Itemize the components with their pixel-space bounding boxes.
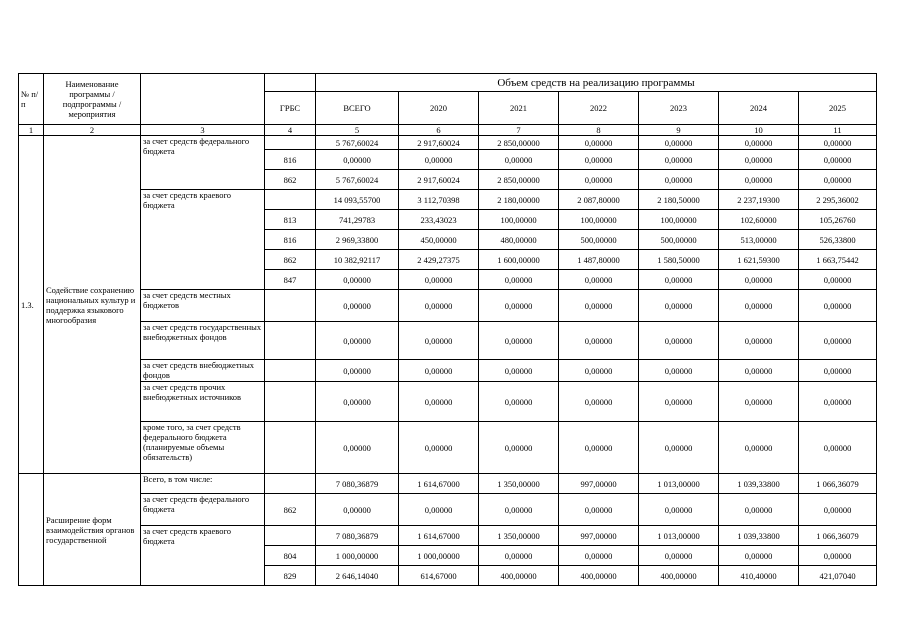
amount-cell: 10 382,92117 (316, 250, 399, 270)
amount-cell: 0,00000 (719, 322, 799, 360)
grbs-code: 862 (265, 170, 316, 190)
index-cell: 6 (399, 125, 479, 136)
amount-cell: 0,00000 (639, 170, 719, 190)
table-row (19, 526, 877, 546)
funding-source: за счет средств внебюджетных фондов (141, 360, 265, 382)
row-number: 1.3. (19, 136, 44, 474)
amount-cell: 0,00000 (316, 382, 399, 422)
amount-cell: 1 039,33800 (719, 474, 799, 494)
amount-cell: 14 093,55700 (316, 190, 399, 210)
program-name: Содействие сохранению национальных культур и поддержка языкового многообразия (44, 136, 141, 474)
amount-cell: 0,00000 (719, 170, 799, 190)
amount-cell: 7 080,36879 (316, 526, 399, 546)
index-cell: 11 (799, 125, 877, 136)
amount-cell: 2 917,60024 (399, 170, 479, 190)
amount-cell: 0,00000 (399, 150, 479, 170)
funding-source: за счет средств прочих внебюджетных источников (141, 382, 265, 422)
amount-cell: 100,00000 (559, 210, 639, 230)
amount-cell: 614,67000 (399, 566, 479, 586)
row-number (19, 474, 44, 586)
amount-cell: 0,00000 (799, 546, 877, 566)
amount-cell: 450,00000 (399, 230, 479, 250)
amount-cell: 1 350,00000 (479, 526, 559, 546)
amount-cell: 1 621,59300 (719, 250, 799, 270)
table-row (19, 474, 877, 494)
grbs-code (265, 190, 316, 210)
amount-cell: 0,00000 (639, 290, 719, 322)
amount-cell: 7 080,36879 (316, 474, 399, 494)
amount-cell: 0,00000 (399, 494, 479, 526)
amount-cell: 0,00000 (316, 322, 399, 360)
header-volume: Объем средств на реализацию программы (316, 74, 877, 92)
amount-cell: 2 180,00000 (479, 190, 559, 210)
amount-cell: 0,00000 (639, 360, 719, 382)
amount-cell: 1 000,00000 (316, 546, 399, 566)
amount-cell: 1 614,67000 (399, 526, 479, 546)
table-row (19, 382, 877, 422)
amount-cell: 100,00000 (479, 210, 559, 230)
grbs-code (265, 322, 316, 360)
amount-cell: 0,00000 (639, 322, 719, 360)
amount-cell: 1 013,00000 (639, 526, 719, 546)
grbs-code (265, 526, 316, 546)
program-name: Расширение форм взаимодействия органов государственной (44, 474, 141, 586)
header-grbs: ГРБС (265, 92, 316, 125)
amount-cell: 421,07040 (799, 566, 877, 586)
amount-cell: 1 066,36079 (799, 474, 877, 494)
index-cell: 9 (639, 125, 719, 136)
amount-cell: 0,00000 (719, 422, 799, 474)
amount-cell: 997,00000 (559, 526, 639, 546)
amount-cell: 2 087,80000 (559, 190, 639, 210)
amount-cell: 0,00000 (559, 422, 639, 474)
header-name: Наименование программы / подпрограммы / мероприятия (44, 74, 141, 125)
amount-cell: 0,00000 (799, 170, 877, 190)
amount-cell: 2 180,50000 (639, 190, 719, 210)
amount-cell: 105,26760 (799, 210, 877, 230)
header-year-2025: 2025 (799, 92, 877, 125)
amount-cell: 0,00000 (799, 270, 877, 290)
amount-cell: 0,00000 (316, 270, 399, 290)
grbs-code: 829 (265, 566, 316, 586)
amount-cell: 997,00000 (559, 474, 639, 494)
amount-cell: 1 487,80000 (559, 250, 639, 270)
amount-cell: 0,00000 (479, 422, 559, 474)
amount-cell: 233,43023 (399, 210, 479, 230)
amount-cell: 0,00000 (639, 494, 719, 526)
amount-cell: 0,00000 (559, 322, 639, 360)
amount-cell: 0,00000 (639, 270, 719, 290)
amount-cell: 0,00000 (559, 546, 639, 566)
amount-cell: 0,00000 (479, 546, 559, 566)
amount-cell: 0,00000 (399, 360, 479, 382)
header-no: № п/п (19, 74, 44, 125)
amount-cell: 1 066,36079 (799, 526, 877, 546)
amount-cell: 400,00000 (639, 566, 719, 586)
amount-cell: 0,00000 (399, 422, 479, 474)
index-cell: 1 (19, 125, 44, 136)
amount-cell: 0,00000 (719, 150, 799, 170)
amount-cell: 1 350,00000 (479, 474, 559, 494)
amount-cell: 0,00000 (316, 422, 399, 474)
amount-cell: 0,00000 (479, 494, 559, 526)
grbs-code: 813 (265, 210, 316, 230)
table-row (19, 494, 877, 526)
amount-cell: 0,00000 (719, 290, 799, 322)
amount-cell: 0,00000 (799, 150, 877, 170)
amount-cell: 0,00000 (559, 136, 639, 150)
header-year-2022: 2022 (559, 92, 639, 125)
amount-cell: 0,00000 (799, 290, 877, 322)
funding-source: за счет средств федерального бюджета (141, 136, 265, 190)
amount-cell: 480,00000 (479, 230, 559, 250)
amount-cell: 0,00000 (639, 546, 719, 566)
amount-cell: 0,00000 (639, 422, 719, 474)
amount-cell: 2 917,60024 (399, 136, 479, 150)
amount-cell: 1 013,00000 (639, 474, 719, 494)
amount-cell: 1 580,50000 (639, 250, 719, 270)
amount-cell: 0,00000 (479, 360, 559, 382)
amount-cell: 0,00000 (316, 290, 399, 322)
index-cell: 10 (719, 125, 799, 136)
amount-cell: 2 850,00000 (479, 170, 559, 190)
grbs-code (265, 290, 316, 322)
amount-cell: 0,00000 (316, 494, 399, 526)
amount-cell: 400,00000 (479, 566, 559, 586)
amount-cell: 0,00000 (479, 150, 559, 170)
grbs-code: 816 (265, 150, 316, 170)
amount-cell: 526,33800 (799, 230, 877, 250)
grbs-code (265, 360, 316, 382)
grbs-code (265, 422, 316, 474)
amount-cell: 1 600,00000 (479, 250, 559, 270)
grbs-code: 862 (265, 250, 316, 270)
grbs-code: 847 (265, 270, 316, 290)
amount-cell: 0,00000 (399, 270, 479, 290)
amount-cell: 0,00000 (719, 546, 799, 566)
amount-cell: 0,00000 (559, 360, 639, 382)
amount-cell: 0,00000 (719, 494, 799, 526)
amount-cell: 0,00000 (799, 494, 877, 526)
amount-cell: 2 969,33800 (316, 230, 399, 250)
funding-source: за счет средств федерального бюджета (141, 494, 265, 526)
amount-cell: 2 429,27375 (399, 250, 479, 270)
amount-cell: 0,00000 (799, 422, 877, 474)
amount-cell: 0,00000 (399, 322, 479, 360)
grbs-code: 804 (265, 546, 316, 566)
index-cell: 4 (265, 125, 316, 136)
amount-cell: 102,60000 (719, 210, 799, 230)
amount-cell: 5 767,60024 (316, 170, 399, 190)
amount-cell: 400,00000 (559, 566, 639, 586)
amount-cell: 0,00000 (559, 270, 639, 290)
funding-source: за счет средств краевого бюджета (141, 190, 265, 290)
grbs-code (265, 474, 316, 494)
amount-cell: 0,00000 (316, 360, 399, 382)
index-row (19, 125, 877, 136)
funding-source: за счет средств местных бюджетов (141, 290, 265, 322)
index-cell: 8 (559, 125, 639, 136)
grbs-code (265, 382, 316, 422)
amount-cell: 500,00000 (639, 230, 719, 250)
amount-cell: 0,00000 (559, 382, 639, 422)
amount-cell: 2 237,19300 (719, 190, 799, 210)
grbs-code: 862 (265, 494, 316, 526)
amount-cell: 0,00000 (799, 382, 877, 422)
amount-cell: 5 767,60024 (316, 136, 399, 150)
table-row (19, 136, 877, 150)
amount-cell: 0,00000 (719, 360, 799, 382)
table-row (19, 322, 877, 360)
index-cell: 5 (316, 125, 399, 136)
amount-cell: 3 112,70398 (399, 190, 479, 210)
amount-cell: 1 039,33800 (719, 526, 799, 546)
funding-source: за счет средств государственных внебюджетных фондов (141, 322, 265, 360)
amount-cell: 2 646,14040 (316, 566, 399, 586)
header-row-1 (19, 74, 877, 92)
amount-cell: 0,00000 (559, 290, 639, 322)
amount-cell: 0,00000 (639, 136, 719, 150)
amount-cell: 0,00000 (799, 322, 877, 360)
amount-cell: 0,00000 (799, 136, 877, 150)
index-cell: 2 (44, 125, 141, 136)
header-source (141, 74, 265, 125)
amount-cell: 0,00000 (479, 290, 559, 322)
amount-cell: 1 000,00000 (399, 546, 479, 566)
funding-source: Всего, в том числе: (141, 474, 265, 494)
amount-cell: 0,00000 (799, 360, 877, 382)
amount-cell: 0,00000 (479, 382, 559, 422)
header-year-total: ВСЕГО (316, 92, 399, 125)
amount-cell: 0,00000 (559, 150, 639, 170)
amount-cell: 0,00000 (719, 136, 799, 150)
budget-table (18, 73, 877, 586)
table-row (19, 360, 877, 382)
header-year-2023: 2023 (639, 92, 719, 125)
index-cell: 7 (479, 125, 559, 136)
header-year-2021: 2021 (479, 92, 559, 125)
amount-cell: 0,00000 (479, 322, 559, 360)
table-row (19, 290, 877, 322)
amount-cell: 0,00000 (559, 170, 639, 190)
amount-cell: 0,00000 (399, 290, 479, 322)
table-row (19, 422, 877, 474)
amount-cell: 500,00000 (559, 230, 639, 250)
amount-cell: 410,40000 (719, 566, 799, 586)
amount-cell: 1 663,75442 (799, 250, 877, 270)
grbs-code: 816 (265, 230, 316, 250)
amount-cell: 2 850,00000 (479, 136, 559, 150)
amount-cell: 0,00000 (399, 382, 479, 422)
funding-source: кроме того, за счет средств федерального бюджета (планируемые объемы обязательств) (141, 422, 265, 474)
index-cell: 3 (141, 125, 265, 136)
amount-cell: 100,00000 (639, 210, 719, 230)
grbs-code (265, 136, 316, 150)
amount-cell: 2 295,36002 (799, 190, 877, 210)
header-year-2024: 2024 (719, 92, 799, 125)
amount-cell: 0,00000 (559, 494, 639, 526)
amount-cell: 741,29783 (316, 210, 399, 230)
header-year-2020: 2020 (399, 92, 479, 125)
amount-cell: 0,00000 (719, 382, 799, 422)
header-grbs-top (265, 74, 316, 92)
table-row (19, 190, 877, 210)
amount-cell: 0,00000 (316, 150, 399, 170)
amount-cell: 0,00000 (639, 382, 719, 422)
amount-cell: 1 614,67000 (399, 474, 479, 494)
amount-cell: 0,00000 (719, 270, 799, 290)
funding-source: за счет средств краевого бюджета (141, 526, 265, 586)
amount-cell: 0,00000 (639, 150, 719, 170)
amount-cell: 513,00000 (719, 230, 799, 250)
amount-cell: 0,00000 (479, 270, 559, 290)
